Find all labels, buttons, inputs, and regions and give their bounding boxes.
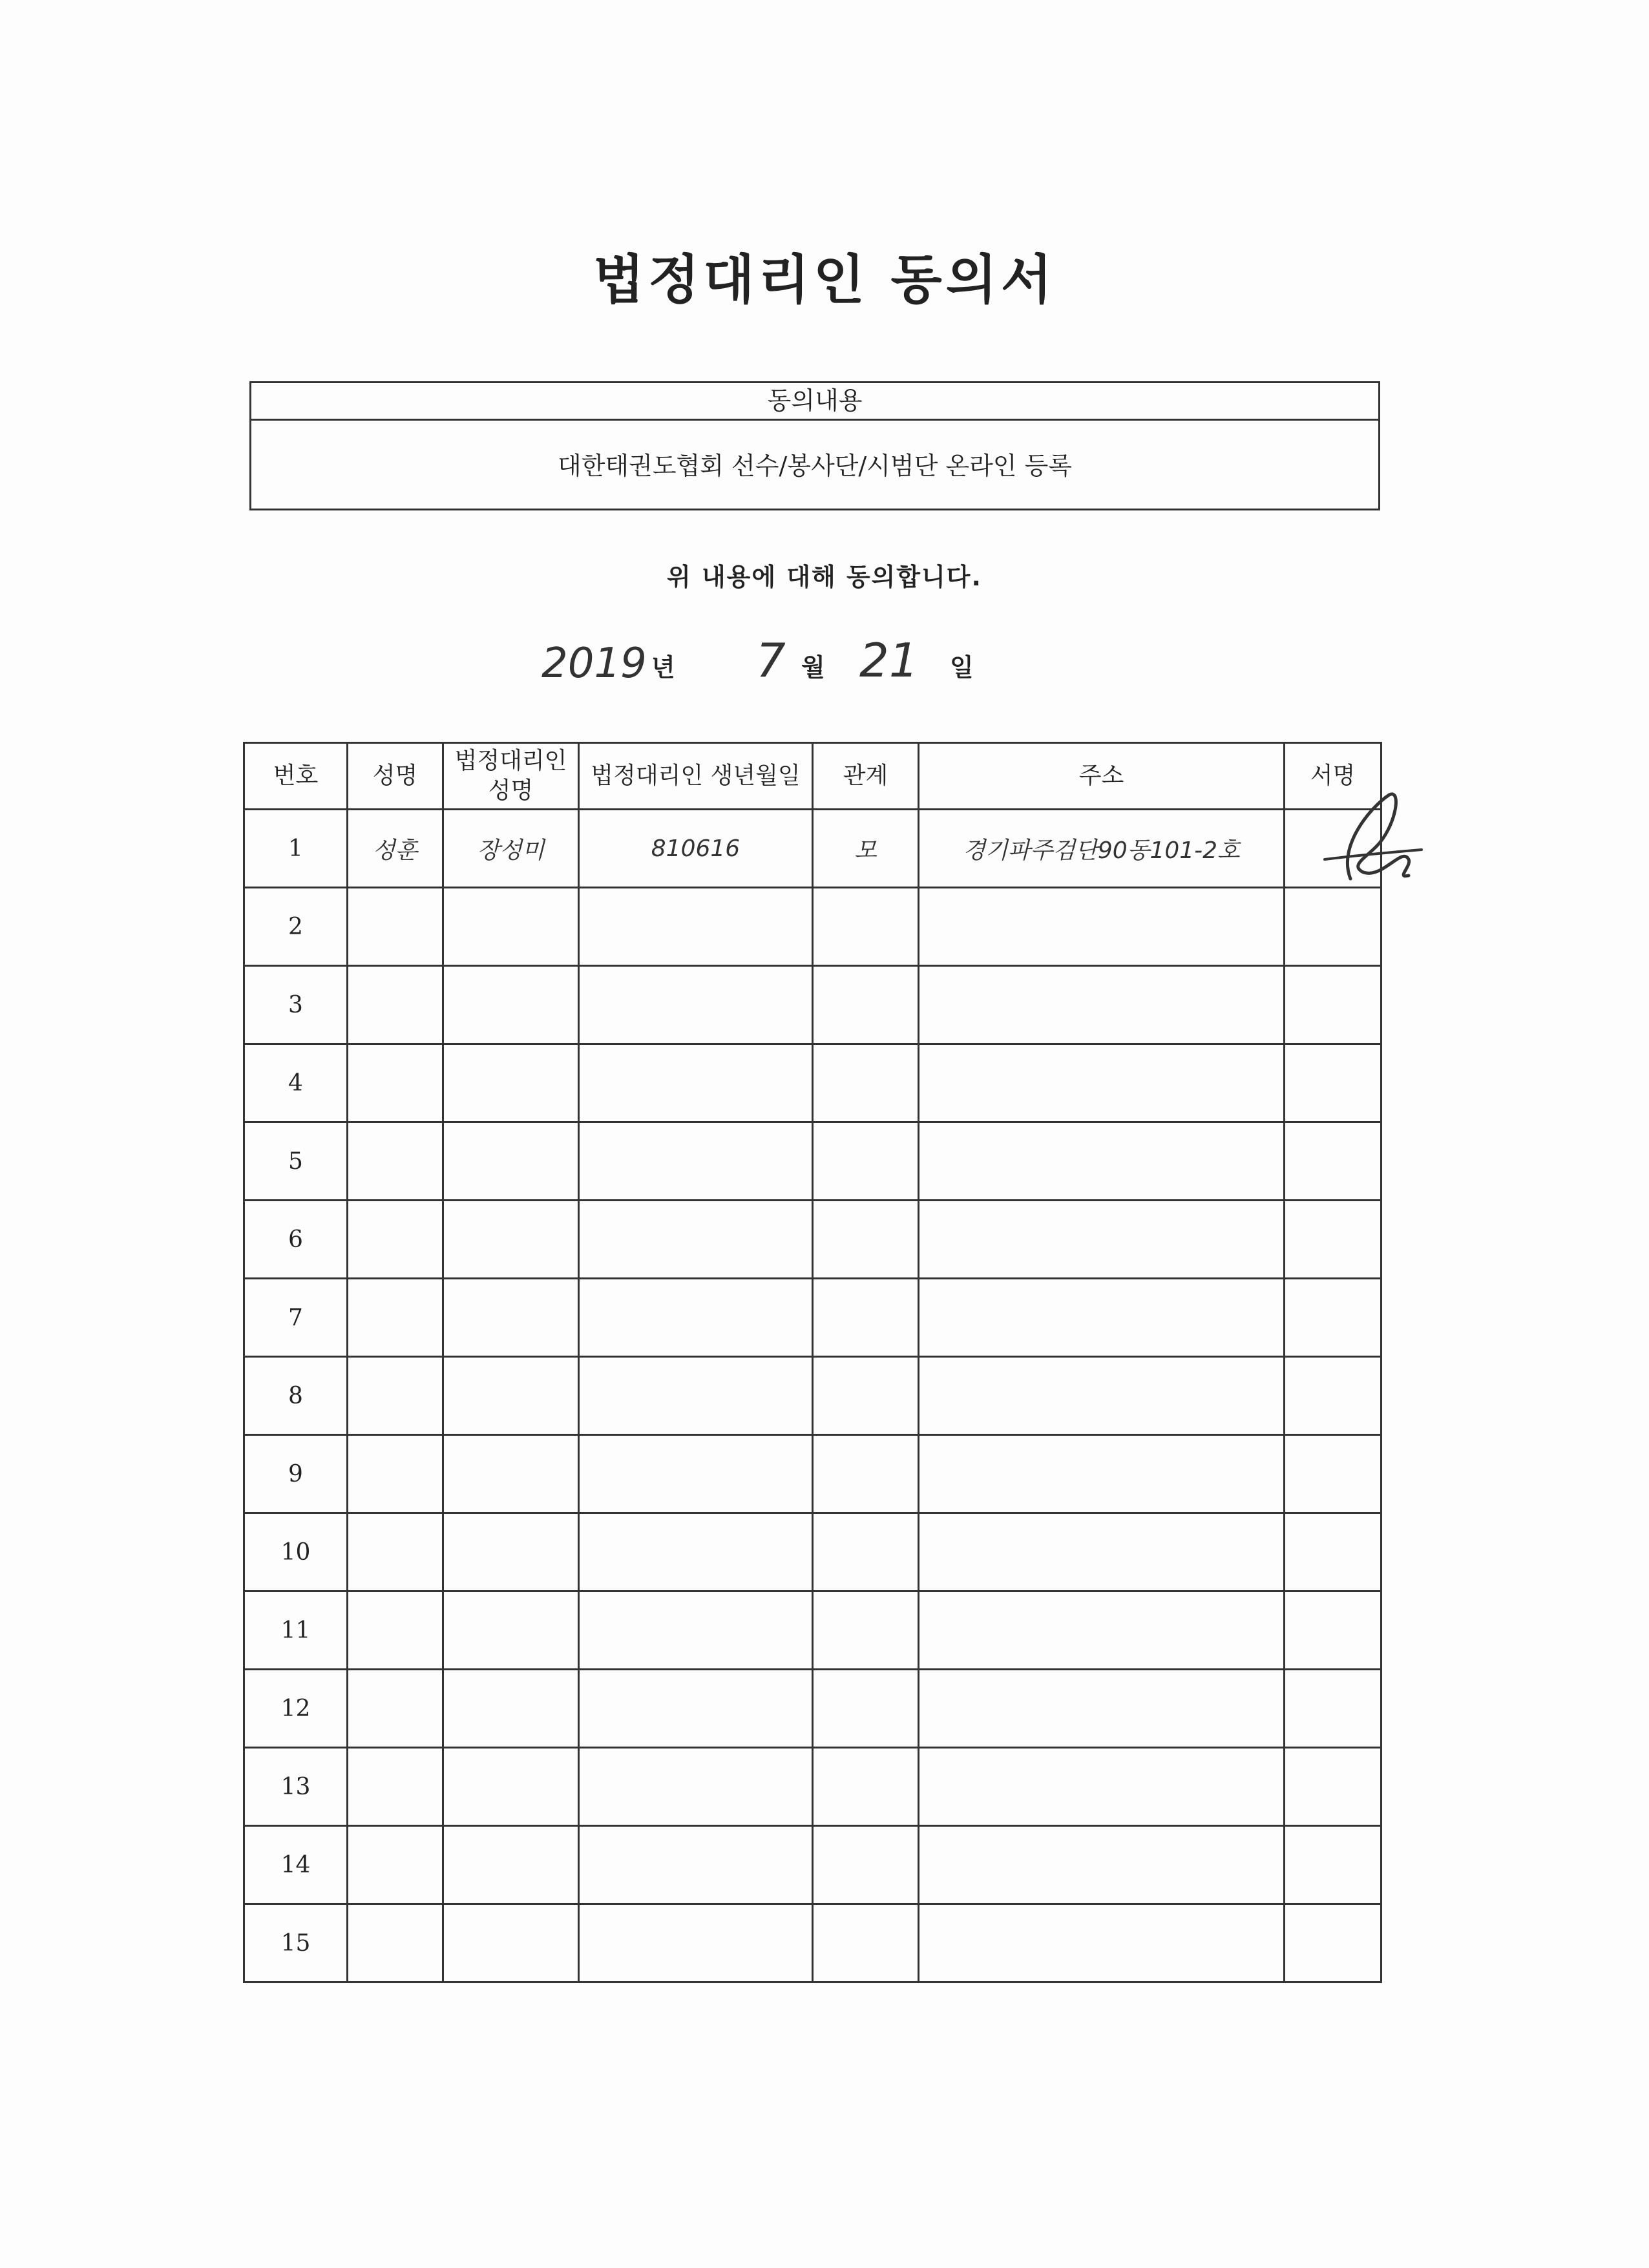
row-no: 14 bbox=[244, 1826, 348, 1904]
table-row bbox=[244, 1435, 1381, 1513]
row-guardian-name bbox=[443, 1591, 579, 1670]
row-signature bbox=[1285, 1513, 1381, 1591]
row-guardian-name bbox=[443, 1826, 579, 1904]
table-row bbox=[244, 966, 1381, 1044]
consent-box bbox=[249, 381, 1380, 510]
row-name bbox=[348, 1201, 443, 1279]
header-guardian-birth: 법정대리인 생년월일 bbox=[579, 743, 813, 810]
row-signature bbox=[1285, 1826, 1381, 1904]
table-row bbox=[244, 1904, 1381, 1982]
row-relation bbox=[813, 1122, 919, 1201]
table-row bbox=[244, 1201, 1381, 1279]
row-no: 10 bbox=[244, 1513, 348, 1591]
row-no: 8 bbox=[244, 1357, 348, 1435]
row-signature bbox=[1285, 1279, 1381, 1357]
row-relation bbox=[813, 1201, 919, 1279]
consent-header: 동의내용 bbox=[251, 383, 1378, 421]
row-no: 3 bbox=[244, 966, 348, 1044]
row-guardian-birth bbox=[579, 1513, 813, 1591]
row-guardian-name bbox=[443, 966, 579, 1044]
row-no: 4 bbox=[244, 1044, 348, 1122]
row-relation bbox=[813, 1748, 919, 1826]
row-signature bbox=[1285, 1357, 1381, 1435]
row-relation bbox=[813, 1513, 919, 1591]
row-name bbox=[348, 1748, 443, 1826]
row-relation bbox=[813, 1357, 919, 1435]
row-address bbox=[919, 1201, 1285, 1279]
signature-mark bbox=[1312, 769, 1428, 898]
table-row bbox=[244, 1122, 1381, 1201]
table-row bbox=[244, 1279, 1381, 1357]
row-guardian-birth bbox=[579, 1748, 813, 1826]
guardian-table bbox=[243, 742, 1382, 1983]
row-guardian-birth bbox=[579, 1357, 813, 1435]
row-relation bbox=[813, 888, 919, 966]
row-name bbox=[348, 888, 443, 966]
row-signature bbox=[1285, 1591, 1381, 1670]
header-guardian-name: 법정대리인 성명 bbox=[443, 743, 579, 810]
row-no: 5 bbox=[244, 1122, 348, 1201]
row-address bbox=[919, 1904, 1285, 1982]
table-row bbox=[244, 888, 1381, 966]
header-relation: 관계 bbox=[813, 743, 919, 810]
row-relation: 모 bbox=[813, 810, 919, 888]
row-signature bbox=[1285, 966, 1381, 1044]
row-name bbox=[348, 966, 443, 1044]
row-name bbox=[348, 1904, 443, 1982]
row-relation bbox=[813, 1670, 919, 1748]
header-address: 주소 bbox=[919, 743, 1285, 810]
table-row bbox=[244, 1670, 1381, 1748]
header-signature: 서명 bbox=[1285, 743, 1381, 810]
row-guardian-birth: 810616 bbox=[579, 810, 813, 888]
table-row bbox=[244, 1044, 1381, 1122]
row-relation bbox=[813, 1591, 919, 1670]
row-signature bbox=[1285, 1435, 1381, 1513]
row-guardian-name bbox=[443, 1513, 579, 1591]
table-row bbox=[244, 810, 1381, 888]
row-relation bbox=[813, 1044, 919, 1122]
row-guardian-name bbox=[443, 888, 579, 966]
row-relation bbox=[813, 1279, 919, 1357]
date-year-handwritten: 2019 bbox=[541, 640, 647, 688]
row-relation bbox=[813, 1435, 919, 1513]
header-no: 번호 bbox=[244, 743, 348, 810]
row-guardian-birth bbox=[579, 1904, 813, 1982]
row-name bbox=[348, 1122, 443, 1201]
row-guardian-birth bbox=[579, 888, 813, 966]
row-guardian-birth bbox=[579, 1279, 813, 1357]
row-guardian-birth bbox=[579, 1591, 813, 1670]
table-row bbox=[244, 1513, 1381, 1591]
row-name: 성훈 bbox=[348, 810, 443, 888]
row-guardian-name bbox=[443, 1044, 579, 1122]
date-year-label: 년 bbox=[651, 653, 675, 682]
row-signature bbox=[1285, 1201, 1381, 1279]
row-name bbox=[348, 1044, 443, 1122]
row-relation bbox=[813, 966, 919, 1044]
row-guardian-birth bbox=[579, 1670, 813, 1748]
date-day-handwritten: 21 bbox=[859, 633, 919, 688]
row-no: 7 bbox=[244, 1279, 348, 1357]
row-no: 9 bbox=[244, 1435, 348, 1513]
date-row bbox=[0, 633, 1649, 698]
row-name bbox=[348, 1279, 443, 1357]
row-address bbox=[919, 1279, 1285, 1357]
row-guardian-birth bbox=[579, 1044, 813, 1122]
row-address bbox=[919, 1748, 1285, 1826]
row-no: 15 bbox=[244, 1904, 348, 1982]
row-no: 6 bbox=[244, 1201, 348, 1279]
row-guardian-birth bbox=[579, 1826, 813, 1904]
row-guardian-birth bbox=[579, 1122, 813, 1201]
date-month-handwritten: 7 bbox=[756, 633, 786, 688]
row-no: 12 bbox=[244, 1670, 348, 1748]
row-name bbox=[348, 1357, 443, 1435]
row-guardian-birth bbox=[579, 966, 813, 1044]
agree-statement: 위 내용에 대해 동의합니다. bbox=[667, 563, 982, 591]
row-name bbox=[348, 1435, 443, 1513]
row-signature bbox=[1285, 1044, 1381, 1122]
table-row bbox=[244, 1591, 1381, 1670]
row-address bbox=[919, 888, 1285, 966]
row-name bbox=[348, 1670, 443, 1748]
row-guardian-birth bbox=[579, 1201, 813, 1279]
row-guardian-name bbox=[443, 1670, 579, 1748]
row-address bbox=[919, 1122, 1285, 1201]
row-guardian-name bbox=[443, 1357, 579, 1435]
document-title: 법정대리인 동의서 bbox=[593, 249, 1056, 311]
row-guardian-name bbox=[443, 1748, 579, 1826]
consent-text: 대한태권도협회 선수/봉사단/시범단 온라인 등록 bbox=[557, 452, 1072, 480]
row-address bbox=[919, 1826, 1285, 1904]
header-name: 성명 bbox=[348, 743, 443, 810]
row-name bbox=[348, 1826, 443, 1904]
row-guardian-name bbox=[443, 1201, 579, 1279]
row-address bbox=[919, 1670, 1285, 1748]
table-row bbox=[244, 1826, 1381, 1904]
table-row bbox=[244, 1748, 1381, 1826]
row-guardian-name: 장성미 bbox=[443, 810, 579, 888]
row-guardian-birth bbox=[579, 1435, 813, 1513]
row-no: 11 bbox=[244, 1591, 348, 1670]
row-guardian-name bbox=[443, 1279, 579, 1357]
row-address bbox=[919, 966, 1285, 1044]
row-name bbox=[348, 1591, 443, 1670]
row-address bbox=[919, 1591, 1285, 1670]
row-no: 13 bbox=[244, 1748, 348, 1826]
row-signature bbox=[1285, 888, 1381, 966]
row-signature bbox=[1285, 1748, 1381, 1826]
row-relation bbox=[813, 1904, 919, 1982]
row-address bbox=[919, 1044, 1285, 1122]
date-month-label: 월 bbox=[801, 653, 825, 682]
row-no: 1 bbox=[244, 810, 348, 888]
row-address bbox=[919, 1435, 1285, 1513]
row-signature bbox=[1285, 1670, 1381, 1748]
row-address bbox=[919, 1357, 1285, 1435]
row-address bbox=[919, 1513, 1285, 1591]
table-row bbox=[244, 1357, 1381, 1435]
row-guardian-name bbox=[443, 1122, 579, 1201]
date-day-label: 일 bbox=[950, 653, 974, 682]
row-signature bbox=[1285, 1122, 1381, 1201]
row-guardian-name bbox=[443, 1904, 579, 1982]
row-address: 경기파주검단90동101-2호 bbox=[919, 810, 1285, 888]
row-relation bbox=[813, 1826, 919, 1904]
row-name bbox=[348, 1513, 443, 1591]
row-no: 2 bbox=[244, 888, 348, 966]
row-guardian-name bbox=[443, 1435, 579, 1513]
row-signature bbox=[1285, 1904, 1381, 1982]
table-header-row bbox=[244, 743, 1381, 810]
